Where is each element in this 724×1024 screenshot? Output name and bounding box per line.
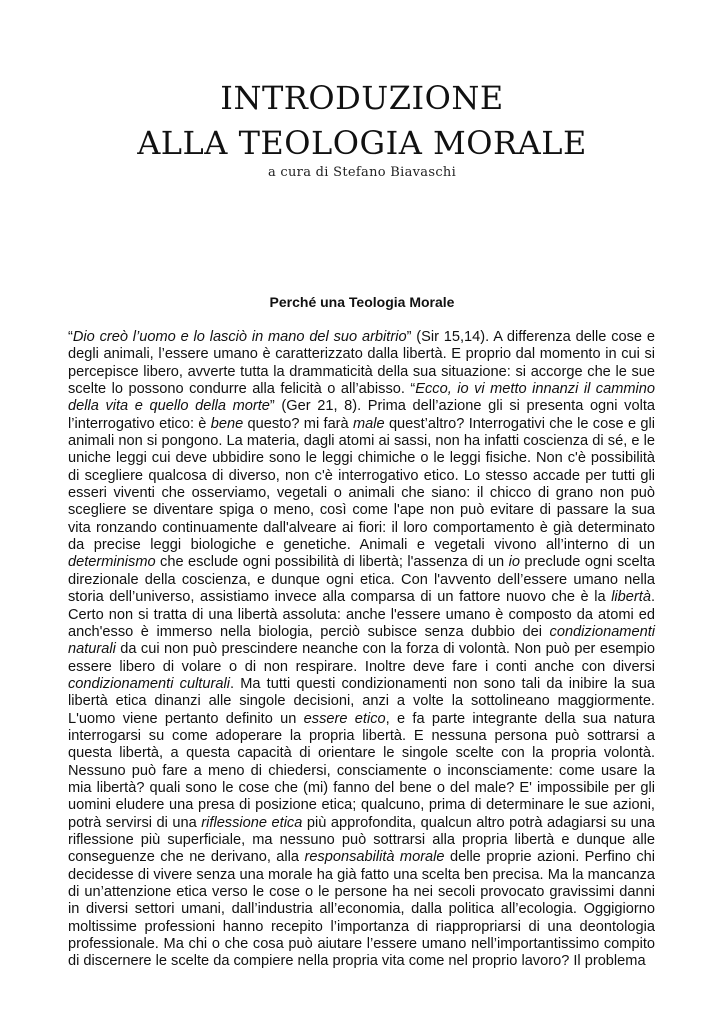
emphasis-riflessione-etica: riflessione etica [201, 814, 303, 831]
emphasis-essere-etico: essere etico [303, 710, 386, 727]
text-run: quest’altro? Interrogativi che le cose e gli animali non si pongono. La materia, dagli atomi ai sassi, non ha infatti coscienza di sé, e le uniche leggi cui deve ubbidire sono le leggi chimiche o le leggi fisiche. Non c'è possibilità di scegliere qualcosa di diverso, non c'è interrogativo etico. Lo stesso accade per tutti gli esseri viventi che osserviamo, vegetali o animali che siano: il chicco di grano non può scegliere se diventare spiga o meno, così come l'ape non può evitare di passare la sua vita ronzando continuamente dall'alveare ai fiori: il loro comportamento è già determinato da precise leggi biologiche e genetiche. Animali e vegetali vivono all’interno di un [68, 415, 655, 554]
emphasis-condizionamenti-culturali: condizionamenti culturali [68, 675, 230, 692]
text-run: questo? mi farà [243, 415, 353, 432]
text-run: delle proprie azioni. Perfino chi decidesse di vivere senza una morale ha già fatto una scelta ben precisa. Ma la mancanza di un’attenzione etica verso le cose o le persone ha nei secoli provocato gravissimi danni in diversi settori umani, dall’industria all’economia, dalla politica all’ecologia. Oggigiorno moltissime professioni hanno recepito l’importanza di riappropriarsi di una deontologia professionale. Ma chi o che cosa può aiutare l’essere umano nell’importantissimo compito di discernere le scelte da compiere nella propria vita come nel proprio lavoro? Il problema [68, 849, 656, 970]
text-run: ” (Sir 15,14). A differenza delle cose e degli animali, l’essere umano è caratterizzato dalla libertà. E proprio dal momento in cui si percepisce libero, avverte tutta la drammaticità della sua situazione: si accorge che le sue scelte lo possono condurre alla felicità o all’abisso. “ [68, 329, 655, 398]
text-run: da cui non può prescindere neanche con la forza di volontà. Non può per esempio essere libero di volare o di non respirare. Inoltre deve fare i conti anche con diversi [68, 641, 655, 675]
text-run: “ [68, 329, 73, 345]
emphasis-liberta: libertà [611, 589, 651, 606]
text-run: , e fa parte integrante della sua natura interrogarsi su come adoperare la propria libertà. E nessuna persona può sottrarsi a questa libertà, a questa capacità di orientare le singole scelte con la propria volontà. Nessuno può fare a meno di chiedersi, consciamente o inconsciamente: come usare la mia libertà? quali sono le cose che (mi) fanno del bene o del male? E' impossibile per gli uomini eludere una presa di posizione etica; qualcuno, prima di determinare le sue azioni, potrà servirsi di una [68, 710, 655, 831]
emphasis-determinismo: determinismo [68, 554, 156, 571]
emphasis-bene: bene [210, 415, 244, 432]
body-paragraph [68, 329, 655, 971]
text-run: ” (Ger 21, 8). Prima dell’azione gli si presenta ogni volta l’interrogativo etico: è [68, 398, 655, 432]
title-line-1: INTRODUZIONE [220, 79, 504, 117]
subtitle: a cura di Stefano Biavaschi [267, 165, 457, 180]
text-run: più approfondita, qualcun altro potrà adagiarsi su una riflessione più superficiale, ma nessuno può sottrarsi alla propria libertà e dunque alle conseguenze che ne derivano, alla [68, 814, 655, 866]
text-run: che esclude ogni possibilità di libertà; l'assenza di un [155, 554, 509, 571]
quote-ger: Ecco, io vi metto innanzi il cammino della vita e quello della morte [68, 381, 655, 415]
text-run: . Ma tutti questi condizionamenti non sono tali da inibire la sua libertà etica dinanzi alle singole decisioni, anzi a volte la sottolineano maggiormente. L'uomo viene pertanto definito un [68, 675, 655, 727]
section-heading: Perché una Teologia Morale [269, 293, 455, 310]
text-run: . Certo non si tratta di una libertà assoluta: anche l'essere umano è composto da atomi ed anch'esso è immerso nella biologia, perciò subisce senza dubbio dei [68, 589, 655, 640]
title-line-2: ALLA TEOLOGIA MORALE [137, 124, 587, 162]
text-run: preclude ogni scelta direzionale della coscienza, e dunque ogni etica. Con l'avvento dell’essere umano nella storia dell’universo, assistiamo invece alla comparsa di un fattore nuovo che è la [68, 554, 655, 606]
quote-sir: Dio creò l’uomo e lo lasciò in mano del suo arbitrio [72, 329, 407, 345]
emphasis-responsabilita-morale: responsabilità morale [304, 849, 445, 866]
emphasis-condizionamenti-naturali: condizionamenti naturali [68, 623, 655, 658]
emphasis-male: male [352, 415, 385, 432]
emphasis-io: io [508, 554, 520, 571]
